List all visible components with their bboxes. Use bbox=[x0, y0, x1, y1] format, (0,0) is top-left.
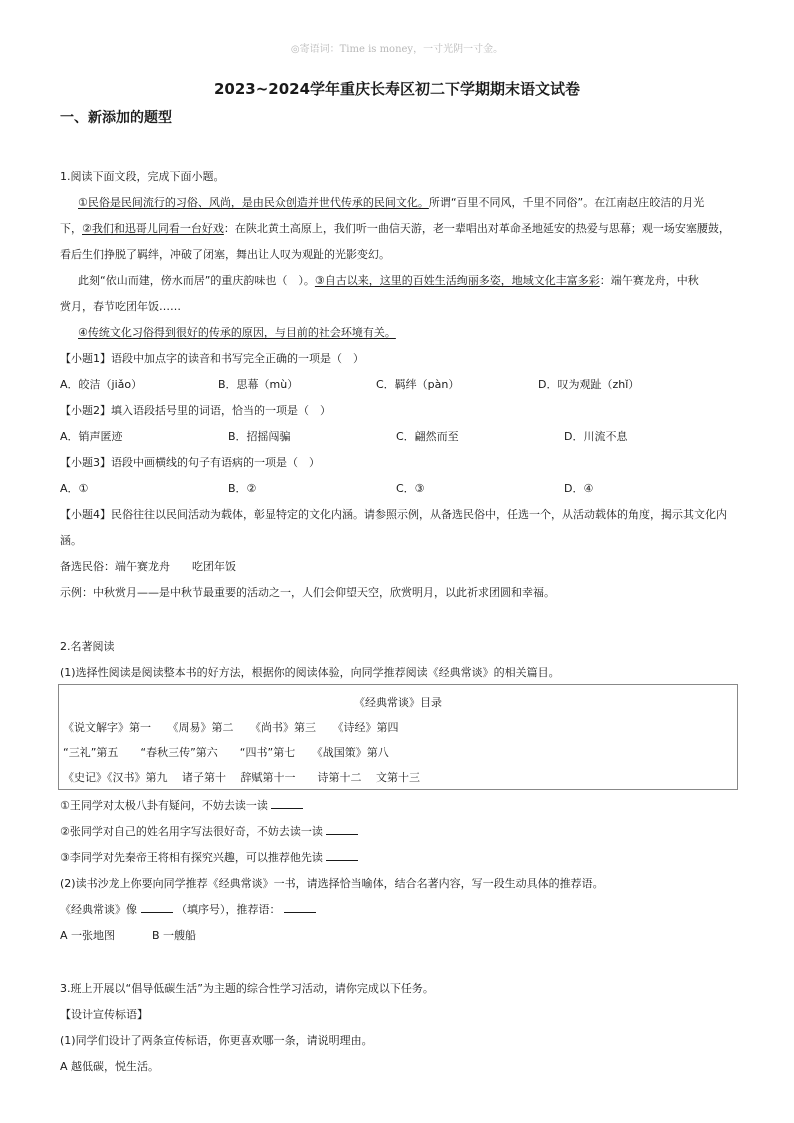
q1-passage-line2 bbox=[60, 220, 730, 236]
q1-passage-line5: 赏月，春节吃团年饭…… bbox=[60, 300, 181, 313]
passage-text: 下， bbox=[60, 222, 82, 235]
subq4-example: 示例：中秋赏月——是中秋节最重要的活动之一，人们会仰望天空，欣赏明月，以此祈求团圆和幸福。 bbox=[60, 586, 555, 599]
sentence-3: ③自古以来，这里的百姓生活绚丽多姿，地域文化丰富多彩 bbox=[314, 274, 600, 287]
q2-choice-a: A 一张地图 bbox=[60, 929, 116, 942]
q2-item-a-text: ①王同学对太极八卦有疑问，不妨去读一读 bbox=[60, 799, 268, 812]
subq1-option-b: B．思幕（mù） bbox=[218, 378, 299, 391]
q1-passage-line1 bbox=[78, 194, 704, 210]
subq3-stem: 【小题3】语段中画横线的句子有语病的一项是（ ） bbox=[60, 456, 320, 469]
subq3-option-c: C．③ bbox=[396, 482, 425, 495]
q2-fill-line bbox=[60, 901, 316, 917]
subq3-option-a: A．① bbox=[60, 482, 89, 495]
q3-intro: 3.班上开展以“倡导低碳生活”为主题的综合性学习活动，请你完成以下任务。 bbox=[60, 982, 434, 995]
subq1-stem: 【小题1】语段中加点字的读音和书写完全正确的一项是（ ） bbox=[60, 352, 364, 365]
sentence-2: ②我们和迅哥儿同看一台好戏 bbox=[82, 222, 224, 235]
passage-text: 所谓“百里不同风，千里不同俗”。在江南赵庄皎洁的月光 bbox=[428, 196, 705, 209]
q2-item-c bbox=[60, 849, 358, 865]
toc-title: 《经典常谈》目录 bbox=[354, 696, 442, 709]
page-header-motto: ◎寄语词：Time is money，一寸光阴一寸金。 bbox=[290, 44, 504, 55]
subq1-option-d: D．叹为观趾（zhǐ） bbox=[538, 378, 640, 391]
answer-blank[interactable] bbox=[284, 902, 316, 913]
subq2-option-b: B．招摇闯骗 bbox=[228, 430, 291, 443]
subq2-stem: 【小题2】填入语段括号里的词语，恰当的一项是（ ） bbox=[60, 404, 331, 417]
subq4-options: 备选民俗：端午赛龙舟 吃团年饭 bbox=[60, 560, 236, 573]
subq2-option-a: A．销声匿迹 bbox=[60, 430, 123, 443]
toc-row-3: 《史记》《汉书》第九 诸子第十 辞赋第十一 诗第十二 文第十三 bbox=[63, 771, 420, 784]
q1-passage-line3: 看后生们挣脱了羁绊，冲破了闭塞，舞出让人叹为观趾的光影变幻。 bbox=[60, 248, 390, 261]
subq2-option-c: C．翩然而至 bbox=[396, 430, 459, 443]
toc-row-1: 《说文解字》第一 《周易》第二 《尚书》第三 《诗经》第四 bbox=[63, 721, 399, 734]
answer-blank[interactable] bbox=[326, 824, 358, 835]
q2-choice-b: B 一艘船 bbox=[152, 929, 197, 942]
exam-title: 2023~2024学年重庆长寿区初二下学期期末语文试卷 bbox=[213, 80, 581, 98]
q2-item-b-text: ②张同学对自己的姓名用字写法很好奇，不妨去读一读 bbox=[60, 825, 323, 838]
passage-text: ：在陕北黄土高原上，我们听一曲信天游，老一辈唱出对革命圣地延安的热爱与思幕；观一场安塞腰鼓， bbox=[223, 222, 730, 235]
fill-text-b: （填序号），推荐语： bbox=[176, 903, 281, 916]
subq4-stem: 【小题4】民俗往往以民间活动为载体，彰显特定的文化内涵。请参照示例，从备选民俗中，任选一个，从活动载体的角度，揭示其文化内 bbox=[60, 508, 727, 521]
q3-task: 【设计宣传标语】 bbox=[60, 1008, 148, 1021]
sentence-4: ④传统文化习俗得到很好的传承的原因，与目前的社会环境有关。 bbox=[78, 326, 396, 339]
subq3-option-b: B．② bbox=[228, 482, 257, 495]
q2-item-c-text: ③李同学对先秦帝王将相有探究兴趣，可以推荐他先读 bbox=[60, 851, 323, 864]
q2-item-a bbox=[60, 797, 303, 813]
answer-blank[interactable] bbox=[271, 798, 303, 809]
answer-blank[interactable] bbox=[141, 902, 173, 913]
q2-part2: (2)读书沙龙上你要向同学推荐《经典常谈》一书，请选择恰当喻体，结合名著内容，写一段生动具体的推荐语。 bbox=[60, 877, 604, 890]
subq1-option-a: A．皎洁（jiǎo） bbox=[60, 378, 143, 391]
subq3-option-d: D．④ bbox=[564, 482, 594, 495]
sentence-1: ①民俗是民间流行的习俗、风尚，是由民众创造并世代传承的民间文化。 bbox=[78, 196, 429, 209]
passage-text: 此刻“依山而建，傍水而居”的重庆韵味也（ ）。 bbox=[78, 274, 315, 287]
passage-text: ：端午赛龙舟，中秋 bbox=[599, 274, 699, 287]
fill-text-a: 《经典常谈》像 bbox=[60, 903, 137, 916]
q3-option-a: A 越低碳，悦生活。 bbox=[60, 1060, 160, 1073]
q1-passage-line4 bbox=[78, 272, 699, 288]
q2-intro: 2.名著阅读 bbox=[60, 640, 115, 653]
q3-part1: (1)同学们设计了两条宣传标语，你更喜欢哪一条，请说明理由。 bbox=[60, 1034, 373, 1047]
q2-item-b bbox=[60, 823, 358, 839]
answer-blank[interactable] bbox=[326, 850, 358, 861]
section-heading: 一、新添加的题型 bbox=[60, 110, 172, 126]
toc-row-2: “三礼”第五 “春秋三传”第六 “四书”第七 《战国策》第八 bbox=[63, 746, 389, 759]
subq1-option-c: C．羁绊（pàn） bbox=[376, 378, 460, 391]
toc-box bbox=[58, 684, 738, 790]
q2-part1: (1)选择性阅读是阅读整本书的好方法，根据你的阅读体验，向同学推荐阅读《经典常谈》的相关篇目。 bbox=[60, 666, 560, 679]
subq2-option-d: D．川流不息 bbox=[564, 430, 628, 443]
q1-intro: 1.阅读下面文段，完成下面小题。 bbox=[60, 170, 225, 183]
subq4-stem-cont: 涵。 bbox=[60, 534, 82, 547]
